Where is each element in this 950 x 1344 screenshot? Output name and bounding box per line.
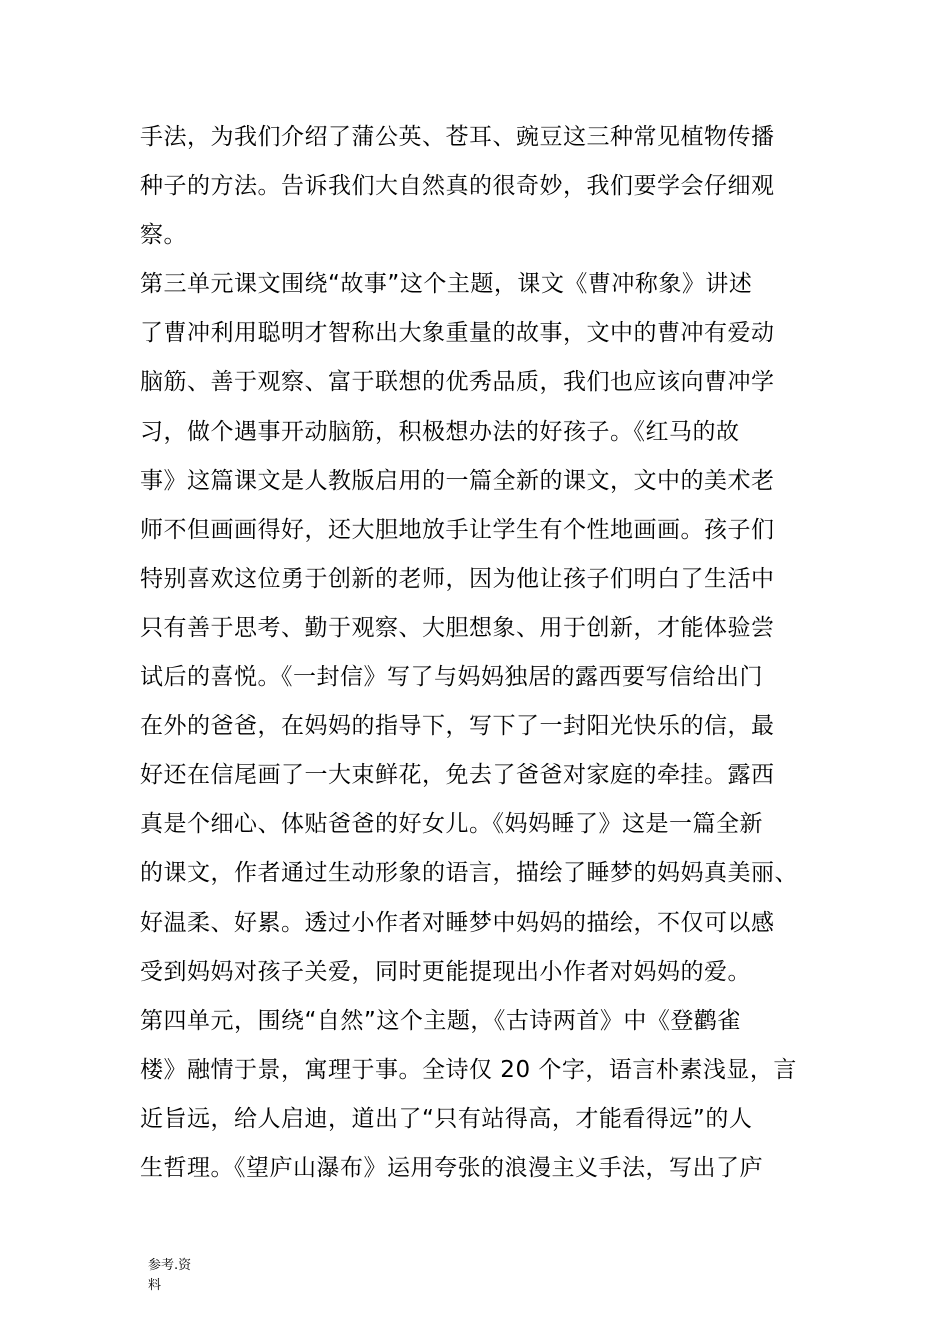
text-line: 察。: [140, 222, 187, 249]
text-line: 种子的方法。告诉我们大自然真的很奇妙，我们要学会仔细观: [140, 173, 775, 200]
text-line: 真是个细心、体贴爸爸的好女儿。《妈妈睡了》这是一篇全新: [140, 811, 763, 838]
document-body: [140, 113, 820, 1193]
text-line: 第四单元，围绕“自然”这个主题，《古诗两首》中《登鹳雀: [140, 1007, 741, 1034]
text-line: 了曹冲利用聪明才智称出大象重量的故事，文中的曹冲有爱动: [140, 320, 775, 347]
text-line: 师不但画画得好，还大胆地放手让学生有个性地画画。孩子们: [140, 516, 775, 543]
text-line: 好温柔、好累。透过小作者对睡梦中妈妈的描绘，不仅可以感: [140, 909, 775, 936]
text-line: 受到妈妈对孩子关爱，同时更能提现出小作者对妈妈的爱。: [140, 958, 751, 985]
text-line: 特别喜欢这位勇于创新的老师，因为他让孩子们明白了生活中: [140, 565, 775, 592]
text-line: 试后的喜悦。《一封信》写了与妈妈独居的露西要写信给出门: [140, 664, 763, 691]
text-line: 只有善于思考、勤于观察、大胆想象、用于创新，才能体验尝: [140, 614, 775, 641]
text-line: 脑筋、善于观察、富于联想的优秀品质，我们也应该向曹冲学: [140, 369, 775, 396]
text-line: 的课文，作者通过生动形象的语言，描绘了睡梦的妈妈真美丽、: [140, 860, 798, 887]
page-footer: [148, 1256, 208, 1296]
footer-text-line: 参考.资: [148, 1258, 192, 1273]
footer-text-line: 料: [148, 1278, 162, 1293]
text-line: 手法，为我们介绍了蒲公英、苍耳、豌豆这三种常见植物传播: [140, 124, 775, 150]
text-line: 楼》融情于景，寓理于事。全诗仅 20 个字，语言朴素浅显，言: [140, 1056, 797, 1083]
text-line: 生哲理。《望庐山瀑布》运用夸张的浪漫主义手法，写出了庐: [140, 1154, 763, 1181]
text-line: 近旨远，给人启迪，道出了“只有站得高，才能看得远”的人: [140, 1105, 753, 1132]
text-line: 习，做个遇事开动脑筋，积极想办法的好孩子。《红马的故: [140, 418, 740, 445]
text-line: 第三单元课文围绕“故事”这个主题，课文《曹冲称象》讲述: [140, 271, 753, 298]
text-line: 好还在信尾画了一大束鲜花，免去了爸爸对家庭的牵挂。露西: [140, 762, 775, 789]
text-line: 事》这篇课文是人教版启用的一篇全新的课文，文中的美术老: [140, 467, 775, 494]
text-line: 在外的爸爸，在妈妈的指导下，写下了一封阳光快乐的信，最: [140, 713, 775, 740]
